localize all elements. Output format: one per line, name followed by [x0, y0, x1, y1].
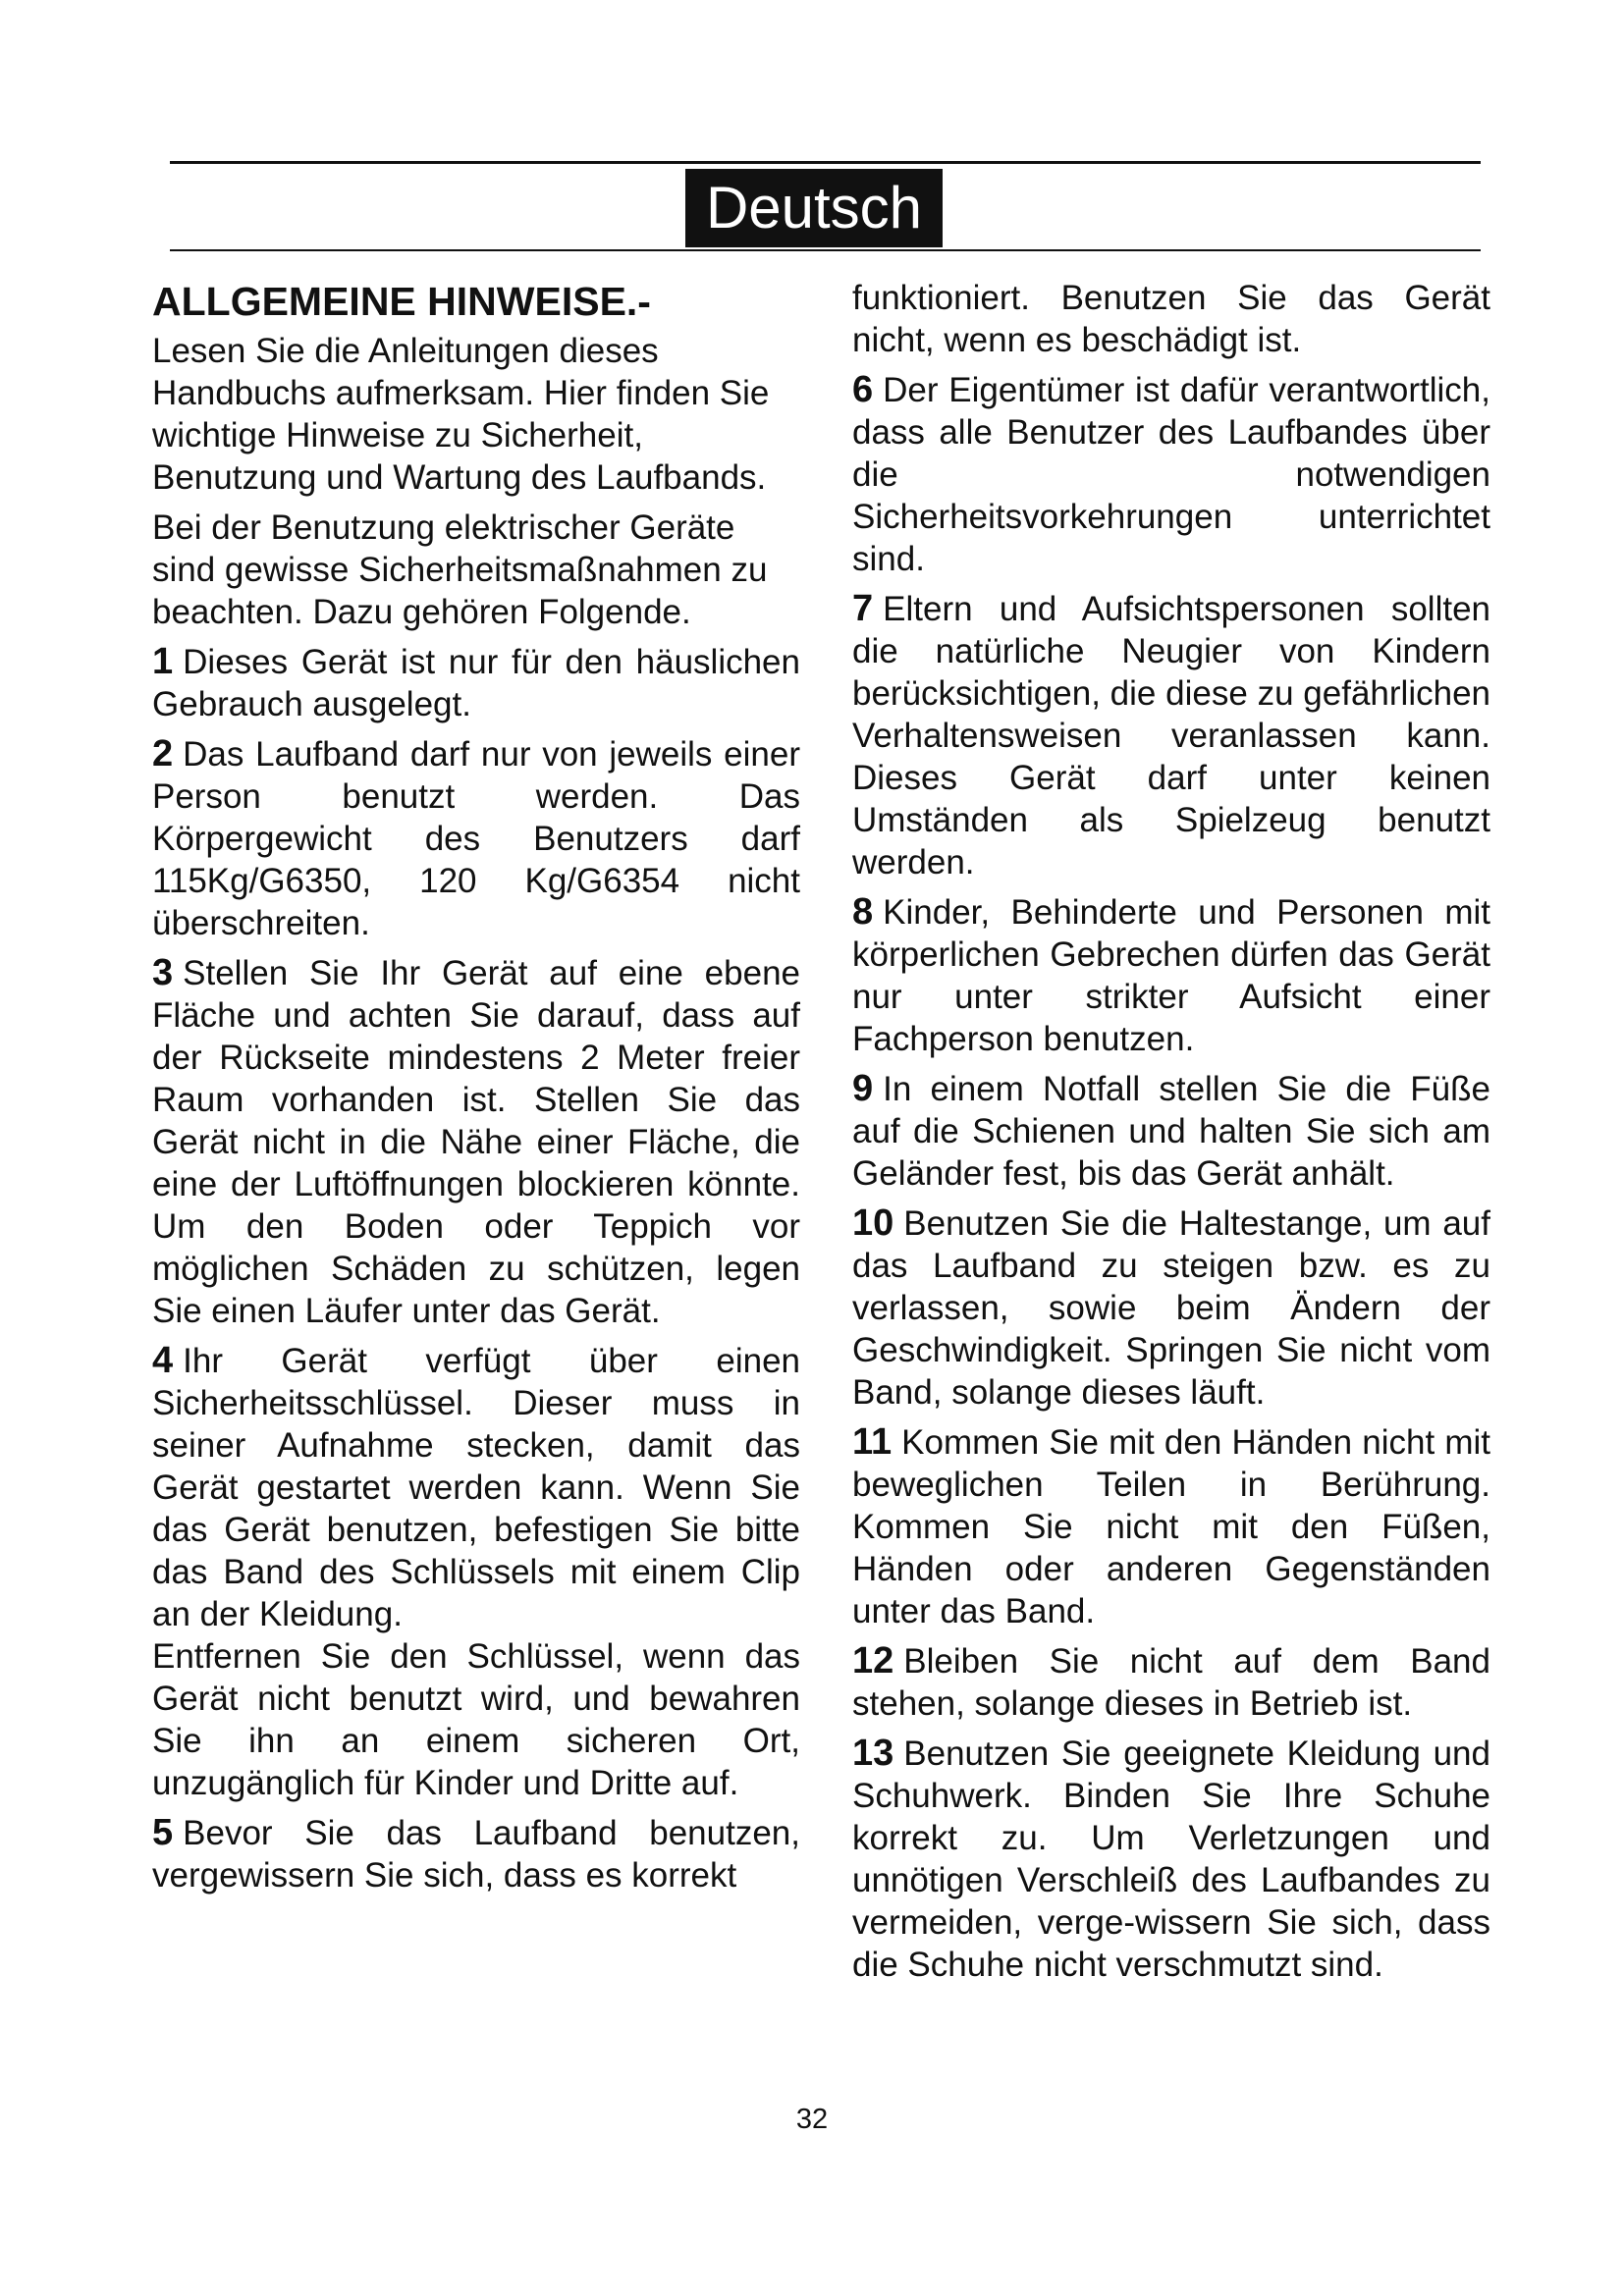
page-number: 32: [795, 2104, 829, 2135]
item-number: 10: [852, 1202, 894, 1244]
list-item-3: [152, 952, 800, 1332]
item-text: Ihr Gerät verfügt über einen Sicherheitsschlüssel. Dieser muss in seiner Aufnahme stecken, damit das Gerät gestartet werden kann. Wenn Sie das Gerät benutzen, befestigen Sie bitte das Band des Schlüssels mit einem Clip an der Kleidung.: [152, 1342, 800, 1633]
item-text: Stellen Sie Ihr Gerät auf eine ebene Fläche und achten Sie darauf, dass auf der Rückseite mindestens 2 Meter freier Raum vorhanden ist. Stellen Sie das Gerät nicht in die Nähe einer Fläche, die eine der Luftöffnungen blockieren könnte. Um den Boden oder Teppich vor möglichen Schäden zu schützen, legen Sie einen Läufer unter das Gerät.: [152, 954, 800, 1330]
item-number: 3: [152, 952, 174, 993]
list-item-5: [152, 1812, 800, 1896]
item-text: Bevor Sie das Laufband benutzen, vergewissern Sie sich, dass es korrekt: [152, 1814, 800, 1895]
left-column: [152, 277, 800, 1904]
intro-paragraph-1: Lesen Sie die Anleitungen dieses Handbuchs aufmerksam. Hier finden Sie wichtige Hinweise zu Sicherheit, Benutzung und Wartung des Laufbands.: [152, 332, 770, 497]
list-item-7: [852, 588, 1490, 883]
item-text: Das Laufband darf nur von jeweils einer Person benutzt werden. Das Körpergewicht des Benutzers darf 115Kg/G6350, 120 Kg/G6354 nicht überschreiten.: [152, 735, 800, 942]
list-item-1: [152, 641, 800, 725]
item-number: 13: [852, 1733, 894, 1774]
language-badge: Deutsch: [685, 169, 943, 247]
intro-paragraph-2: Bei der Benutzung elektrischer Geräte sind gewisse Sicherheitsmaßnahmen zu beachten. Dazu gehören Folgende.: [152, 508, 768, 631]
item-text: In einem Notfall stellen Sie die Füße auf die Schienen und halten Sie sich am Geländer fest, bis das Gerät anhält.: [852, 1070, 1490, 1193]
header-rule-bottom: [170, 249, 1481, 251]
list-item-8: [852, 891, 1490, 1060]
item-text: Dieses Gerät ist nur für den häuslichen Gebrauch ausgelegt.: [152, 643, 800, 723]
header-rule-top: [170, 161, 1481, 164]
item-text: Bleiben Sie nicht auf dem Band stehen, solange dieses in Betrieb ist.: [852, 1642, 1490, 1723]
item-number: 9: [852, 1068, 874, 1109]
item-number: 4: [152, 1340, 174, 1381]
list-item-9: [852, 1068, 1490, 1195]
item-text: Kommen Sie mit den Händen nicht mit beweglichen Teilen in Berührung. Kommen Sie nicht mit den Füßen, Händen oder anderen Gegenständen unter das Band.: [852, 1423, 1490, 1630]
item-text: Benutzen Sie die Haltestange, um auf das Laufband zu steigen bzw. es zu verlassen, sowie beim Ändern der Geschwindigkeit. Springen Sie nicht vom Band, solange dieses läuft.: [852, 1204, 1490, 1412]
item-text: Der Eigentümer ist dafür verantwortlich, dass alle Benutzer des Laufbandes über die notwendigen Sicherheitsvorkehrungen unterrichtet sind.: [852, 371, 1490, 578]
continuation-paragraph: funktioniert. Benutzen Sie das Gerät nicht, wenn es beschädigt ist.: [852, 279, 1490, 359]
list-item-12: [852, 1640, 1490, 1725]
item-number: 12: [852, 1640, 894, 1682]
list-item-10: [852, 1202, 1490, 1414]
item-number: 7: [852, 588, 874, 629]
section-heading: ALLGEMEINE HINWEISE.-: [152, 279, 651, 324]
item-number: 11: [852, 1421, 893, 1463]
item-number: 6: [852, 369, 874, 410]
item-text: Eltern und Aufsichtspersonen sollten die natürliche Neugier von Kindern berücksichtigen, die diese zu gefährlichen Verhaltensweisen veranlassen kann. Dieses Gerät darf unter keinen Umständen als Spielzeug benutzt werden.: [852, 590, 1490, 881]
right-column: [852, 277, 1490, 1994]
list-item-4-extra: Entfernen Sie den Schlüssel, wenn das Gerät nicht benutzt wird, und bewahren Sie ihn an einem sicheren Ort, unzugänglich für Kinder und Dritte auf.: [152, 1637, 800, 1802]
item-number: 1: [152, 641, 174, 682]
list-item-13: [852, 1733, 1490, 1986]
list-item-2: [152, 733, 800, 944]
item-number: 5: [152, 1812, 174, 1853]
list-item-6: [852, 369, 1490, 580]
list-item-4: [152, 1340, 800, 1635]
item-number: 2: [152, 733, 174, 774]
list-item-11: [852, 1421, 1490, 1632]
item-number: 8: [852, 891, 874, 933]
item-text: Benutzen Sie geeignete Kleidung und Schuhwerk. Binden Sie Ihre Schuhe korrekt zu. Um Verletzungen und unnötigen Verschleiß des Laufbandes zu vermeiden, verge-wissern Sie sich, dass die Schuhe nicht verschmutzt sind.: [852, 1735, 1490, 1984]
item-text: Kinder, Behinderte und Personen mit körperlichen Gebrechen dürfen das Gerät nur unter strikter Aufsicht einer Fachperson benutzen.: [852, 893, 1490, 1058]
